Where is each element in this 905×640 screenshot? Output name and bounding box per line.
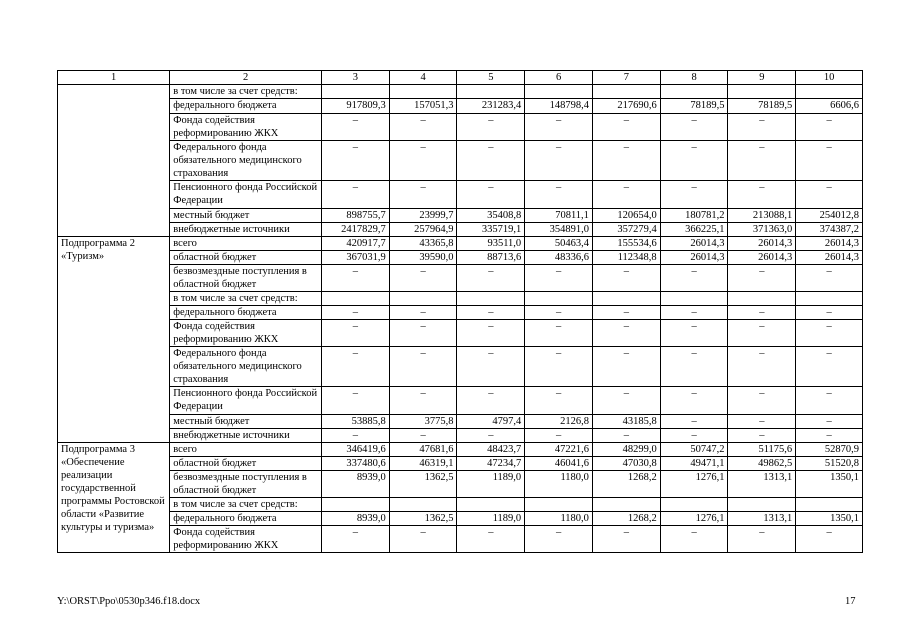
source-label-cell: Федерального фонда обязательного медицинского страхования [170, 347, 322, 387]
table-row [58, 457, 863, 471]
value-cell: – [321, 320, 389, 347]
value-cell: – [389, 181, 457, 209]
value-cell: 50747,2 [660, 443, 728, 457]
value-cell: – [660, 181, 728, 209]
source-label-cell: безвозмездные поступления в областной бюджет [170, 471, 322, 498]
value-cell: 254012,8 [796, 209, 863, 223]
value-cell: 26014,3 [728, 251, 796, 265]
source-label-cell: Фонда содействия реформированию ЖКХ [170, 526, 322, 553]
value-cell: 49471,1 [660, 457, 728, 471]
value-cell: 1313,1 [728, 512, 796, 526]
value-cell: 35408,8 [457, 209, 525, 223]
value-cell: 367031,9 [321, 251, 389, 265]
value-cell: – [592, 306, 660, 320]
value-cell: 26014,3 [728, 237, 796, 251]
source-label-cell: федерального бюджета [170, 512, 322, 526]
table-row [58, 292, 863, 306]
value-cell: 1350,1 [796, 471, 863, 498]
value-cell: 26014,3 [796, 251, 863, 265]
header-cell: 8 [660, 71, 728, 85]
value-cell [321, 292, 389, 306]
value-cell [592, 498, 660, 512]
value-cell: – [592, 387, 660, 415]
header-cell: 7 [592, 71, 660, 85]
value-cell: 1276,1 [660, 512, 728, 526]
table-row [58, 387, 863, 415]
value-cell: 1276,1 [660, 471, 728, 498]
value-cell: – [389, 141, 457, 181]
value-cell: – [389, 387, 457, 415]
program-name-cell: Подпрограмма 3 «Обеспечение реализации государственной программы Ростовской области «Развитие культуры и туризма» [58, 443, 170, 553]
value-cell [525, 292, 593, 306]
value-cell: 78189,5 [660, 99, 728, 114]
value-cell: – [525, 306, 593, 320]
value-cell: – [728, 181, 796, 209]
header-cell: 6 [525, 71, 593, 85]
value-cell: – [321, 526, 389, 553]
source-label-cell: в том числе за счет средств: [170, 498, 322, 512]
value-cell: 46041,6 [525, 457, 593, 471]
value-cell: 26014,3 [660, 237, 728, 251]
value-cell: 371363,0 [728, 223, 796, 237]
value-cell [389, 292, 457, 306]
value-cell: – [660, 265, 728, 292]
value-cell [728, 498, 796, 512]
value-cell: 366225,1 [660, 223, 728, 237]
value-cell: – [525, 265, 593, 292]
value-cell: 420917,7 [321, 237, 389, 251]
header-cell: 10 [796, 71, 863, 85]
value-cell: – [389, 429, 457, 443]
value-cell [796, 498, 863, 512]
value-cell [796, 292, 863, 306]
value-cell: 70811,1 [525, 209, 593, 223]
value-cell: – [796, 141, 863, 181]
value-cell: – [728, 265, 796, 292]
value-cell: – [796, 526, 863, 553]
source-label-cell: Фонда содействия реформированию ЖКХ [170, 114, 322, 141]
value-cell: – [592, 429, 660, 443]
value-cell: 23999,7 [389, 209, 457, 223]
value-cell: 48299,0 [592, 443, 660, 457]
table-row [58, 512, 863, 526]
value-cell: 374387,2 [796, 223, 863, 237]
value-cell [457, 498, 525, 512]
value-cell: – [660, 320, 728, 347]
value-cell: – [728, 387, 796, 415]
value-cell: – [389, 265, 457, 292]
value-cell: – [728, 429, 796, 443]
value-cell: 43185,8 [592, 415, 660, 429]
value-cell: 46319,1 [389, 457, 457, 471]
value-cell: 78189,5 [728, 99, 796, 114]
table-row [58, 498, 863, 512]
value-cell: – [660, 306, 728, 320]
value-cell: – [796, 387, 863, 415]
table-row [58, 415, 863, 429]
value-cell [321, 498, 389, 512]
value-cell: – [321, 387, 389, 415]
value-cell: – [525, 429, 593, 443]
value-cell [525, 498, 593, 512]
header-cell: 5 [457, 71, 525, 85]
source-label-cell: Фонда содействия реформированию ЖКХ [170, 320, 322, 347]
table-row [58, 251, 863, 265]
value-cell: – [321, 114, 389, 141]
value-cell: – [796, 181, 863, 209]
header-cell: 2 [170, 71, 322, 85]
value-cell: – [321, 306, 389, 320]
value-cell: – [728, 114, 796, 141]
value-cell [389, 85, 457, 99]
source-label-cell: Федерального фонда обязательного медицинского страхования [170, 141, 322, 181]
value-cell: – [389, 114, 457, 141]
table-row [58, 443, 863, 457]
value-cell: – [457, 387, 525, 415]
value-cell: – [389, 320, 457, 347]
value-cell [728, 292, 796, 306]
value-cell: 88713,6 [457, 251, 525, 265]
value-cell: 148798,4 [525, 99, 593, 114]
value-cell: 1350,1 [796, 512, 863, 526]
table-row [58, 209, 863, 223]
value-cell [525, 85, 593, 99]
value-cell: – [728, 320, 796, 347]
value-cell: – [592, 526, 660, 553]
value-cell: 217690,6 [592, 99, 660, 114]
value-cell: – [796, 320, 863, 347]
value-cell: 1189,0 [457, 471, 525, 498]
value-cell: 1180,0 [525, 471, 593, 498]
value-cell: – [457, 429, 525, 443]
source-label-cell: внебюджетные источники [170, 429, 322, 443]
value-cell: – [796, 429, 863, 443]
value-cell: 53885,8 [321, 415, 389, 429]
table-header-row [58, 71, 863, 85]
value-cell: 337480,6 [321, 457, 389, 471]
file-path: Y:\ORST\Ppo\0530p346.f18.docx [57, 596, 201, 607]
value-cell: – [457, 320, 525, 347]
value-cell: 51520,8 [796, 457, 863, 471]
value-cell [660, 498, 728, 512]
source-label-cell: местный бюджет [170, 209, 322, 223]
value-cell: – [796, 415, 863, 429]
value-cell: – [660, 429, 728, 443]
table-row [58, 114, 863, 141]
table-row [58, 526, 863, 553]
value-cell: 335719,1 [457, 223, 525, 237]
value-cell: – [389, 347, 457, 387]
value-cell: 47234,7 [457, 457, 525, 471]
value-cell: – [525, 320, 593, 347]
table-row [58, 141, 863, 181]
header-cell: 1 [58, 71, 170, 85]
value-cell: – [592, 265, 660, 292]
value-cell: – [321, 141, 389, 181]
value-cell: – [592, 181, 660, 209]
table-row [58, 181, 863, 209]
table-row [58, 223, 863, 237]
value-cell: – [457, 114, 525, 141]
value-cell: 6606,6 [796, 99, 863, 114]
value-cell: – [321, 181, 389, 209]
value-cell: 1180,0 [525, 512, 593, 526]
value-cell [457, 85, 525, 99]
value-cell: 50463,4 [525, 237, 593, 251]
value-cell: 8939,0 [321, 512, 389, 526]
source-label-cell: областной бюджет [170, 457, 322, 471]
value-cell: – [321, 265, 389, 292]
value-cell: – [321, 347, 389, 387]
value-cell [457, 292, 525, 306]
value-cell: 257964,9 [389, 223, 457, 237]
source-label-cell: безвозмездные поступления в областной бюджет [170, 265, 322, 292]
value-cell: 26014,3 [660, 251, 728, 265]
source-label-cell: Пенсионного фонда Российской Федерации [170, 387, 322, 415]
value-cell: – [457, 181, 525, 209]
value-cell: 8939,0 [321, 471, 389, 498]
value-cell: – [796, 347, 863, 387]
page-number: 17 [845, 596, 856, 607]
value-cell: – [660, 347, 728, 387]
value-cell: 1268,2 [592, 512, 660, 526]
value-cell: 51175,6 [728, 443, 796, 457]
value-cell: – [728, 347, 796, 387]
value-cell: – [321, 429, 389, 443]
table-row [58, 471, 863, 498]
value-cell: – [660, 415, 728, 429]
value-cell: 39590,0 [389, 251, 457, 265]
source-label-cell: областной бюджет [170, 251, 322, 265]
value-cell: – [525, 387, 593, 415]
header-cell: 3 [321, 71, 389, 85]
value-cell: – [660, 526, 728, 553]
source-label-cell: в том числе за счет средств: [170, 292, 322, 306]
program-name-cell [58, 85, 170, 237]
value-cell: – [728, 141, 796, 181]
value-cell: – [525, 347, 593, 387]
table-row [58, 320, 863, 347]
value-cell: 93511,0 [457, 237, 525, 251]
value-cell: 917809,3 [321, 99, 389, 114]
value-cell: 898755,7 [321, 209, 389, 223]
value-cell: 120654,0 [592, 209, 660, 223]
value-cell: 231283,4 [457, 99, 525, 114]
value-cell: 47030,8 [592, 457, 660, 471]
value-cell: 52870,9 [796, 443, 863, 457]
value-cell: 357279,4 [592, 223, 660, 237]
value-cell: – [728, 306, 796, 320]
value-cell: – [592, 320, 660, 347]
source-label-cell: федерального бюджета [170, 306, 322, 320]
value-cell [592, 85, 660, 99]
value-cell: – [457, 306, 525, 320]
table-row [58, 85, 863, 99]
value-cell: – [457, 347, 525, 387]
source-label-cell: федерального бюджета [170, 99, 322, 114]
value-cell: – [660, 141, 728, 181]
table-row [58, 237, 863, 251]
value-cell: – [592, 141, 660, 181]
table-row [58, 265, 863, 292]
value-cell: 157051,3 [389, 99, 457, 114]
table-row [58, 99, 863, 114]
value-cell: 354891,0 [525, 223, 593, 237]
value-cell [592, 292, 660, 306]
value-cell: – [525, 141, 593, 181]
source-label-cell: всего [170, 237, 322, 251]
value-cell: – [389, 306, 457, 320]
value-cell: 48336,6 [525, 251, 593, 265]
value-cell: 4797,4 [457, 415, 525, 429]
source-label-cell: Пенсионного фонда Российской Федерации [170, 181, 322, 209]
value-cell: 155534,6 [592, 237, 660, 251]
value-cell: 1313,1 [728, 471, 796, 498]
source-label-cell: всего [170, 443, 322, 457]
value-cell: – [796, 265, 863, 292]
source-label-cell: внебюджетные источники [170, 223, 322, 237]
source-label-cell: местный бюджет [170, 415, 322, 429]
value-cell [660, 292, 728, 306]
source-label-cell: в том числе за счет средств: [170, 85, 322, 99]
value-cell: 112348,8 [592, 251, 660, 265]
table-row [58, 429, 863, 443]
value-cell: – [728, 526, 796, 553]
value-cell [728, 85, 796, 99]
header-cell: 4 [389, 71, 457, 85]
value-cell: 180781,2 [660, 209, 728, 223]
value-cell: – [796, 114, 863, 141]
value-cell: 1268,2 [592, 471, 660, 498]
value-cell: 2417829,7 [321, 223, 389, 237]
value-cell: – [525, 181, 593, 209]
value-cell: 47221,6 [525, 443, 593, 457]
budget-table [57, 70, 863, 553]
value-cell: – [457, 526, 525, 553]
value-cell: 43365,8 [389, 237, 457, 251]
value-cell: – [525, 114, 593, 141]
value-cell: – [796, 306, 863, 320]
value-cell: 3775,8 [389, 415, 457, 429]
value-cell: 48423,7 [457, 443, 525, 457]
value-cell: – [592, 347, 660, 387]
value-cell: 2126,8 [525, 415, 593, 429]
value-cell: – [457, 141, 525, 181]
program-name-cell: Подпрограмма 2 «Туризм» [58, 237, 170, 443]
value-cell: – [728, 415, 796, 429]
value-cell: 47681,6 [389, 443, 457, 457]
value-cell: 1189,0 [457, 512, 525, 526]
value-cell: 1362,5 [389, 512, 457, 526]
value-cell [389, 498, 457, 512]
value-cell: 26014,3 [796, 237, 863, 251]
value-cell: 346419,6 [321, 443, 389, 457]
table-row [58, 347, 863, 387]
value-cell [796, 85, 863, 99]
header-cell: 9 [728, 71, 796, 85]
value-cell: – [389, 526, 457, 553]
value-cell: – [525, 526, 593, 553]
value-cell: – [457, 265, 525, 292]
value-cell [660, 85, 728, 99]
value-cell: 213088,1 [728, 209, 796, 223]
value-cell: – [660, 114, 728, 141]
value-cell: – [592, 114, 660, 141]
table-row [58, 306, 863, 320]
value-cell [321, 85, 389, 99]
value-cell: 49862,5 [728, 457, 796, 471]
value-cell: 1362,5 [389, 471, 457, 498]
value-cell: – [660, 387, 728, 415]
